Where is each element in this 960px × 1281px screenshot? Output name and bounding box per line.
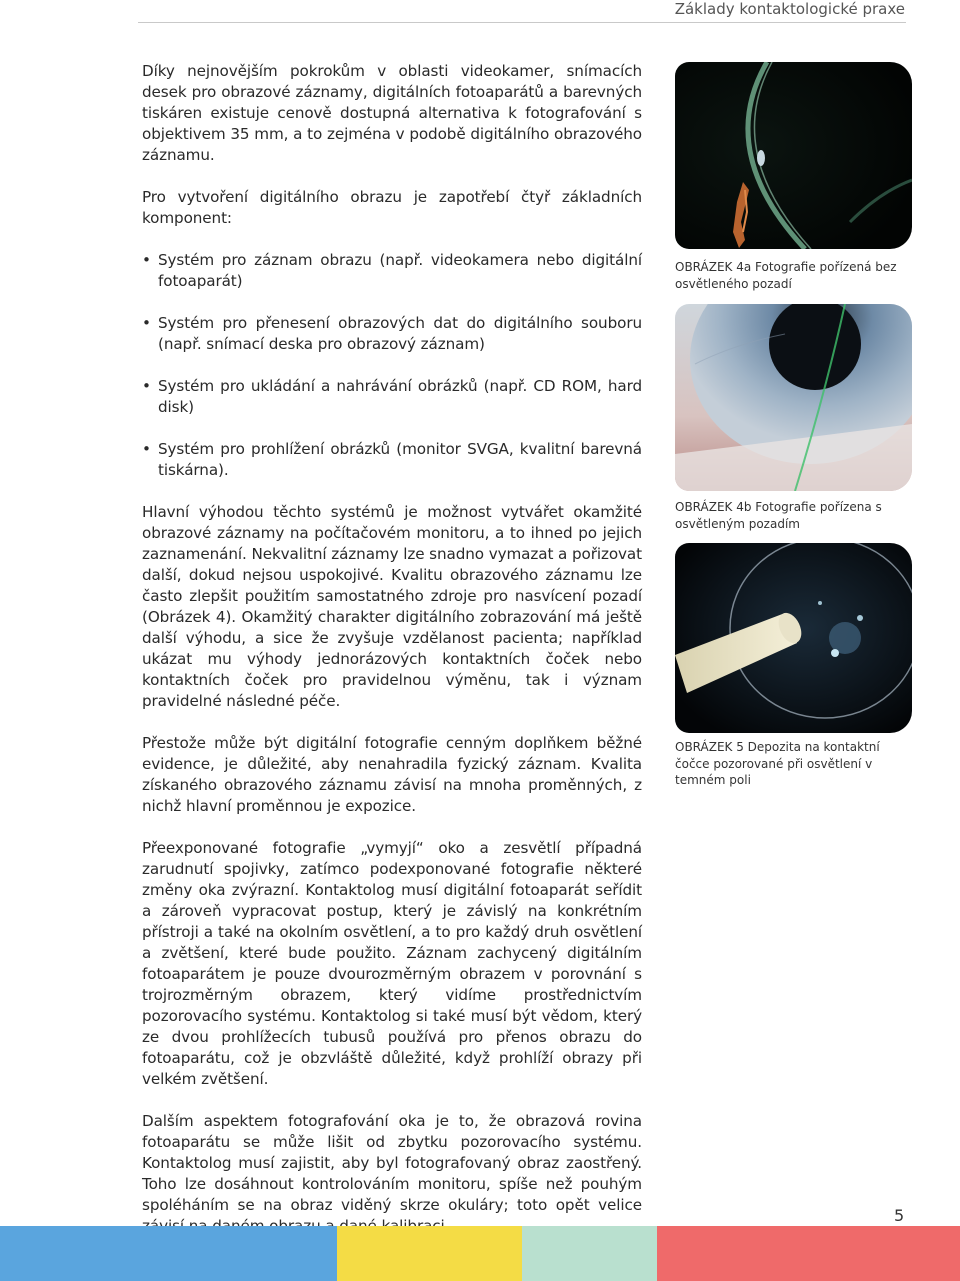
bullet-dot: • (142, 314, 151, 332)
figure-5-image (675, 543, 912, 733)
figure-4a-caption: OBRÁZEK 4a Fotografie pořízená bez osvětleného pozadí (675, 260, 897, 291)
figure-5-caption: OBRÁZEK 5 Depozita na kontaktní čočce pozorované při osvětlení v temném poli (675, 740, 880, 787)
figure-4b-caption: OBRÁZEK 4b Fotografie pořízena s osvětleným pozadím (675, 500, 882, 531)
footer-band-mint (522, 1226, 657, 1281)
running-header: Základy kontaktologické praxe (674, 0, 905, 18)
text-column (142, 61, 642, 1237)
bullet-item: • Systém pro prohlížení obrázků (monitor SVGA, kvalitní barevná tiskárna). (142, 440, 642, 479)
paragraph-evidence: Přestože může být digitální fotografie cenným doplňkem běžné evidence, je důležité, aby nenahradila fyzický záznam. Kvalita získaného obrazového záznamu závisí na mnoha proměnných, z nichž hlavní proměnnou je expozice. (142, 734, 642, 815)
footer-color-bar (0, 1226, 960, 1281)
figure-4a-image (675, 62, 912, 249)
bullet-item: • Systém pro ukládání a nahrávání obrázků (např. CD ROM, hard disk) (142, 377, 642, 416)
footer-band-blue (0, 1226, 337, 1281)
bullet-item: • Systém pro záznam obrazu (např. videokamera nebo digitální fotoaparát) (142, 251, 642, 290)
paragraph-focus: Dalším aspektem fotografování oka je to, že obrazová rovina fotoaparátu se může lišit od zbytku pozorovacího systému. Kontaktolog musí zajistit, aby byl fotografovaný obraz zaostřený. Toho lze dosáhnout kontrolováním monitoru, spíše než pouhým spoléháním se na obraz viděný skrze okuláry; toto opět velice (142, 1112, 642, 1214)
bullet-item: • Systém pro přenesení obrazových dat do digitálního souboru (např. snímací deska pro obrazový záznam) (142, 314, 642, 353)
page-number: 5 (894, 1206, 905, 1225)
bullet-dot: • (142, 377, 151, 395)
paragraph-exposure: Přeexponované fotografie „vymyjí“ oko a zesvětlí případná zarudnutí spojivky, zatímco podexponované fotografie některé změny oka zvýrazní. Kontaktolog musí digitální fotoaparát seřídit a zároveň vypracovat postup, který je závislý na konkrétním přístroji a také na okolním osvětlení, a to pro každý druh osvětlení a zvětšení, které bude použito. Záznam zachycený digitálním fotoaparátem je pouze dvourozměrným obrazem v porovnání s trojrozměrným obrazem, který vidíme prostřednictvím pozorovacího systému. Kontaktolog si také musí být vědom, který ze dvou prohlížecích tubusů používá pro přenos obrazu do fotoaparátu, což je obzvláště důležité, když prohlíží obrazy při velkém zvětšení. (142, 839, 642, 1088)
paragraph-components: Pro vytvoření digitálního obrazu je zapotřebí čtyř základních komponent: (142, 188, 642, 227)
footer-band-yellow (337, 1226, 522, 1281)
footer-band-red (657, 1226, 960, 1281)
bullet-dot: • (142, 440, 151, 458)
paragraph-advantages: Hlavní výhodou těchto systémů je možnost vytvářet okamžité obrazové záznamy na počítačovém monitoru, a to ihned po jejich zaznamenání. Nekvalitní záznamy lze snadno vymazat a pořizovat další, dokud nejsou uspokojivé. Kvalitu obrazového záznamu lze často zlepšit použitím samostatného zdroje pro nasvícení pozadí (Obrázek 4). Okamžitý charakter digitálního zobrazování má ještě další výhodu, a sice že zvyšuje vzdělanost pacienta; například ukázat mu výhody jednorázových kontaktních čoček nebo kontaktních čoček pro pravidelnou výměnu, tak i význam pravidelné následné péče. (142, 503, 642, 710)
header-rule (138, 22, 906, 23)
figure-4b-image (675, 304, 912, 491)
paragraph-intro: Díky nejnovějším pokrokům v oblasti videokamer, snímacích desek pro obrazové záznamy, digitálních fotoaparátů a barevných tiskáren existuje cenově dostupná alternativa k fotografování s objektivem 35 mm, a to zejména v podobě digitálního obrazového záznamu. (142, 62, 642, 164)
bullet-dot: • (142, 251, 151, 269)
